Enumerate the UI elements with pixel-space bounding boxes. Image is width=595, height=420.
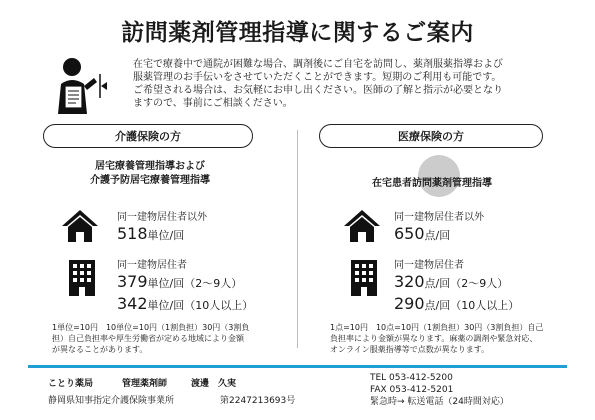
care-insurance-header: 介護保険の方	[43, 124, 253, 148]
house-icon	[342, 206, 382, 246]
medical-service-title: 在宅患者訪問薬剤管理指導	[372, 178, 492, 189]
price-unit: 点/回	[424, 229, 451, 242]
house-label: 同一建物居住者以外	[394, 212, 484, 223]
price-amount: 650	[394, 224, 425, 243]
column-divider	[297, 130, 298, 348]
price-note: （10人以上）	[184, 299, 254, 312]
intro-line: ますので、事前にご相談ください。	[133, 98, 293, 109]
pharmacist-title: 管理薬剤師	[122, 379, 168, 389]
building-price-row	[394, 272, 508, 291]
building-price-row	[117, 272, 242, 291]
price-amount: 342	[117, 294, 148, 313]
tel-number[interactable]: TEL 053-412-5200	[370, 373, 453, 383]
price-note: （2～9人）	[450, 277, 509, 290]
page-title: 訪問薬剤管理指導に関するご案内	[121, 20, 474, 46]
building-label: 同一建物居住者	[117, 260, 187, 271]
building-icon	[344, 258, 384, 298]
price-unit: 単位/回	[147, 277, 185, 290]
price-unit: 単位/回	[147, 299, 185, 312]
designation-number: 第2247213693号	[220, 396, 296, 406]
house-icon	[60, 206, 100, 246]
building-price-row	[117, 294, 253, 313]
pharmacist-illustration	[54, 56, 120, 116]
intro-line: 服薬管理のお手伝いをさせていただくことができます。短期のご利用も可能です。	[133, 72, 502, 83]
price-amount: 379	[117, 272, 148, 291]
price-amount: 320	[394, 272, 425, 291]
care-service-title: 居宅療養管理指導および 介護予防居宅療養管理指導	[90, 161, 210, 186]
designation-text: 静岡県知事指定介護保険事業所	[48, 396, 175, 406]
building-price-row	[394, 294, 519, 313]
price-unit: 点/回	[424, 277, 451, 290]
price-amount: 518	[117, 224, 148, 243]
price-unit: 単位/回	[147, 229, 185, 242]
intro-text	[133, 58, 573, 110]
pharmacy-name: ことり薬局	[48, 379, 94, 389]
fax-number: FAX 053-412-5201	[370, 385, 454, 395]
building-icon	[62, 258, 102, 298]
price-amount: 290	[394, 294, 425, 313]
intro-line: ご希望される場合は、お気軽にお申し出ください。医師の了解と指示が必要となり	[133, 85, 503, 96]
care-footnote: 1単位=10円 10単位=10円（1割負担）30円（3割負 担）自己負担率や厚生労働省が定める地域により金額 が異なることがあります。	[52, 323, 250, 354]
price-note: （10人以上）	[450, 299, 520, 312]
price-note: （2～9人）	[184, 277, 243, 290]
intro-line: 在宅で療養中で通院が困難な場合、調剤後にご自宅を訪問し、薬剤服薬指導および	[133, 59, 503, 70]
price-unit: 点/回	[424, 299, 451, 312]
building-label: 同一建物居住者	[394, 260, 464, 271]
medical-footnote: 1点=10円 10点=10円（1割負担）30円（3割負担）自己 負担率により金額が異なります。麻薬の調剤や緊急対応、 オンライン服薬指導等で点数が異なります。	[330, 323, 544, 354]
house-label: 同一建物居住者以外	[117, 212, 207, 223]
house-price	[394, 224, 450, 243]
emergency-contact: 緊急時→ 転送電話（24時間対応）	[370, 397, 509, 407]
pharmacist-name: 渡邊 久実	[191, 379, 237, 389]
footer-divider	[28, 365, 567, 368]
medical-insurance-header: 医療保険の方	[319, 124, 543, 148]
house-price	[117, 224, 184, 243]
